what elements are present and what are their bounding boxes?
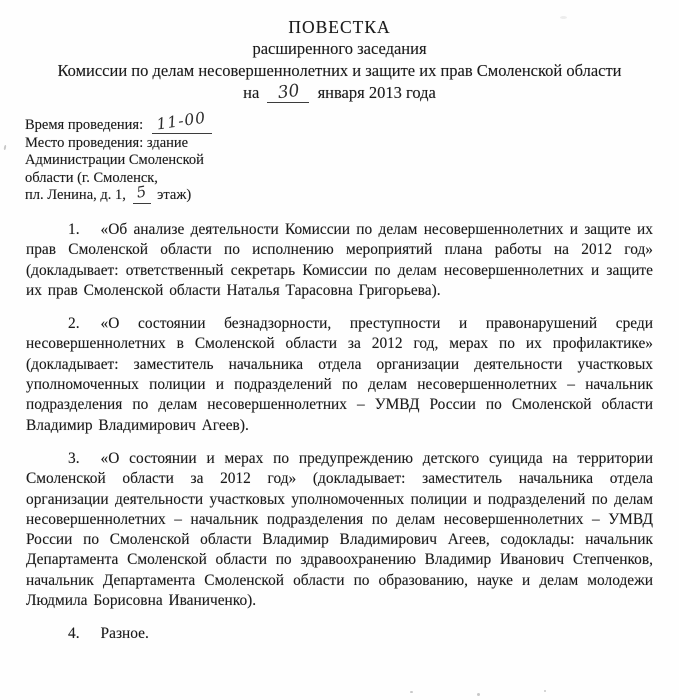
document-subtitle-meeting-type: расширенного заседания bbox=[252, 39, 427, 58]
time-blank bbox=[152, 108, 212, 134]
scan-speck bbox=[4, 145, 7, 150]
agenda-item-1-text: «Об анализе деятельности Комиссии по делам несовершеннолетних и защите их прав Смоленской области по исполнению мероприятий плана работы на 2012 год» (докладывает: ответственный секретарь Комиссии по делам несовершеннолетних и защите их прав Смоленской области Наталья Тарасовна Григорьева). bbox=[26, 220, 653, 299]
meeting-place-line-4 bbox=[25, 182, 240, 205]
meeting-place-line-1: Место проведения: здание bbox=[25, 134, 189, 151]
agenda-item-3-text: «О состоянии и мерах по предупреждению детского суицида на территории Смоленской области за 2012 год» (докладывает: заместитель начальника отдела организации деятельности участковых уполномоченных полиции и подразделений по делам несовершеннолетних – начальник подразделения по делам несовершеннолетних – УМВД России по Смоленской области Владимир Владимирович Агеев, содоклады: начальник Департамента Смоленской области по здравоохранению Владимир Иванович Степченков, начальник Департамента Смоленской области по образованию, науке и делам молодежи Людмила Борисовна Иваниченко). bbox=[26, 449, 653, 610]
agenda-item-3 bbox=[26, 449, 653, 611]
handwritten-day-value: 30 bbox=[276, 80, 301, 104]
meeting-place-line-3: области (г. Смоленск, bbox=[25, 169, 158, 186]
meeting-time-label: Время проведения: bbox=[25, 117, 144, 133]
agenda-item-2-number: 2. bbox=[68, 315, 80, 333]
document-subtitle-commission: Комиссии по делам несовершеннолетних и защите их прав Смоленской области bbox=[57, 61, 622, 80]
date-day-blank bbox=[267, 80, 309, 104]
document-heading bbox=[0, 0, 679, 104]
agenda-list bbox=[26, 220, 653, 645]
scan-speck bbox=[560, 16, 567, 19]
agenda-item-4 bbox=[26, 624, 653, 644]
scan-speck bbox=[410, 691, 413, 693]
handwritten-time-value: 11-00 bbox=[155, 108, 208, 134]
agenda-item-4-text: Разное. bbox=[100, 625, 149, 643]
agenda-item-4-number: 4. bbox=[68, 625, 80, 643]
scan-speck bbox=[544, 690, 546, 692]
handwritten-floor-value: 5 bbox=[134, 182, 148, 203]
document-date-line bbox=[0, 82, 679, 104]
meeting-meta-block bbox=[25, 108, 240, 205]
scan-speck bbox=[477, 693, 480, 696]
agenda-item-2 bbox=[26, 314, 653, 436]
agenda-item-3-number: 3. bbox=[68, 449, 80, 467]
date-prefix: на bbox=[243, 83, 260, 102]
agenda-item-1 bbox=[26, 220, 653, 301]
place-address-suffix: этаж) bbox=[157, 187, 192, 204]
place-address-prefix: пл. Ленина, д. 1, bbox=[25, 187, 126, 204]
floor-blank bbox=[133, 182, 151, 204]
date-suffix: января 2013 года bbox=[317, 83, 436, 102]
agenda-item-1-number: 1. bbox=[68, 220, 80, 238]
document-title: ПОВЕСТКА bbox=[288, 17, 391, 37]
meeting-place-line-2: Администрации Смоленской bbox=[25, 152, 204, 169]
agenda-item-2-text: «О состоянии безнадзорности, преступности и правонарушений среди несовершеннолетних в Смоленской области за 2012 год, мерах по их профилактике» (докладывает: заместитель начальника отдела организации деятельности участковых уполномоченных полиции и подразделений по делам несовершеннолетних – начальник подразделения по делам несовершеннолетних – УМВД России по Смоленской области Владимир Владимирович Агеев). bbox=[26, 315, 653, 434]
meeting-time-line bbox=[25, 108, 240, 135]
